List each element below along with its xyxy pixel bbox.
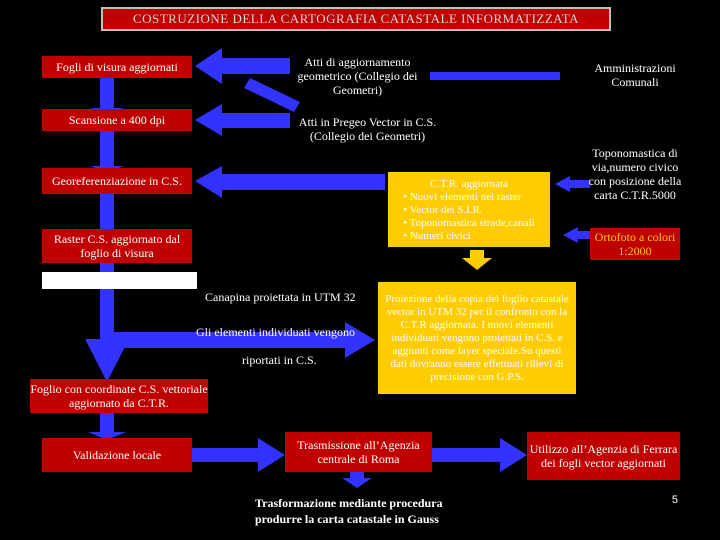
ctr-item: • Nuovi elementi nel raster — [403, 190, 522, 203]
utilizzo-box — [527, 432, 680, 480]
ctr-item: • Vector dei S.I.R. — [403, 203, 483, 216]
arrow-trasmissione-to-utilizzo — [432, 438, 527, 472]
atti-pregeo-label: Atti in Pregeo Vector in C.S. (Collegio dei Geometri) — [298, 115, 437, 143]
canapina-text: Canapina proiettata in UTM 32 — [205, 290, 356, 304]
arrow-amministrazioni-to-atti — [430, 72, 560, 80]
yellow-arrow-head — [462, 258, 492, 270]
arrow-atti-to-fogli — [195, 48, 290, 84]
arrow-trasmissione-down-head — [342, 478, 372, 488]
page-title: COSTRUZIONE DELLA CARTOGRAFIA CATASTALE INFORMATIZZATA — [101, 7, 611, 31]
proiezione-box — [378, 282, 576, 394]
arrow-validazione-to-trasmissione — [190, 438, 285, 472]
validazione-label: Validazione locale — [72, 448, 162, 462]
spine-arrow-3 — [100, 193, 114, 231]
ortofoto-box — [590, 228, 680, 260]
ctr-list — [403, 191, 534, 243]
toponomastica-text — [585, 138, 685, 210]
ctr-item: • Toponomastica strade,canali — [403, 216, 535, 229]
elementi-text: Gli elementi individuati vengono — [196, 325, 355, 339]
toponomastica-label: Toponomastica di via,numero civico con posizione della carta C.T.R.5000 — [588, 146, 682, 202]
arrow-ctr-to-georef — [195, 166, 385, 198]
raster-box — [42, 229, 192, 263]
georeferenziazione-box — [42, 168, 192, 194]
ortofoto-label: Ortofoto a colori 1:2000 — [594, 230, 676, 258]
scansione-box — [42, 109, 192, 131]
foglio-coordinate-box — [30, 379, 208, 413]
foglio-coordinate-label: Foglio con coordinate C.S. vettoriale aggiornato da C.T.R. — [30, 382, 208, 410]
trasmissione-box — [285, 432, 432, 472]
page-number: 5 — [671, 494, 678, 506]
amministrazioni-label: Amministrazioni Comunali — [594, 61, 676, 89]
ctr-header: C.T.R. aggiornata — [430, 177, 508, 190]
riportati-text: riportati in C.S. — [242, 353, 317, 367]
amministrazioni-text — [580, 58, 690, 92]
blank-white-bar — [42, 272, 197, 289]
ctr-box — [388, 172, 550, 247]
trasmissione-label: Trasmissione all’Agenzia centrale di Roma — [297, 438, 420, 466]
georeferenziazione-label: Georeferenziazione in C.S. — [52, 174, 182, 188]
trasformazione-text: Trasformazione mediante procedura — [255, 496, 443, 510]
atti-aggiornamento-label: Atti di aggiornamento geometrico (Collegio dei Geometri) — [297, 55, 418, 97]
scansione-label: Scansione a 400 dpi — [68, 113, 166, 127]
proiezione-label: Proiezione della copia del foglio catastale vector in UTM 32 per il confronto con la C.T.R aggiornata. I nuovi elementi individuati vengono proiettati in C.S. e aggiunti come layer speciale.Su questi dati dovranno essere effettuati rilievi di precisione con G.P.S. — [385, 292, 569, 383]
validazione-box — [42, 438, 192, 472]
utilizzo-label: Utilizzo all’Agenzia di Ferrara dei fogli vector aggiornati — [529, 442, 678, 470]
fogli-visura-box — [42, 56, 192, 78]
spine-arrow-1 — [100, 76, 114, 111]
arrow-ortofoto-to-ctr — [563, 227, 590, 243]
spine-arrow-2 — [100, 130, 114, 170]
atti-pregeo-text — [285, 114, 450, 144]
fogli-visura-label: Fogli di visura aggiornati — [56, 60, 178, 74]
ctr-item: • Numeri civici — [403, 229, 471, 242]
atti-aggiornamento-text — [280, 54, 435, 98]
arrow-pregeo-to-scansione — [195, 104, 290, 136]
raster-label: Raster C.S. aggiornato dal foglio di visura — [53, 232, 181, 260]
spine-arrow-5 — [100, 289, 114, 339]
produrre-text: produrre la carta catastale in Gauss — [255, 512, 439, 526]
